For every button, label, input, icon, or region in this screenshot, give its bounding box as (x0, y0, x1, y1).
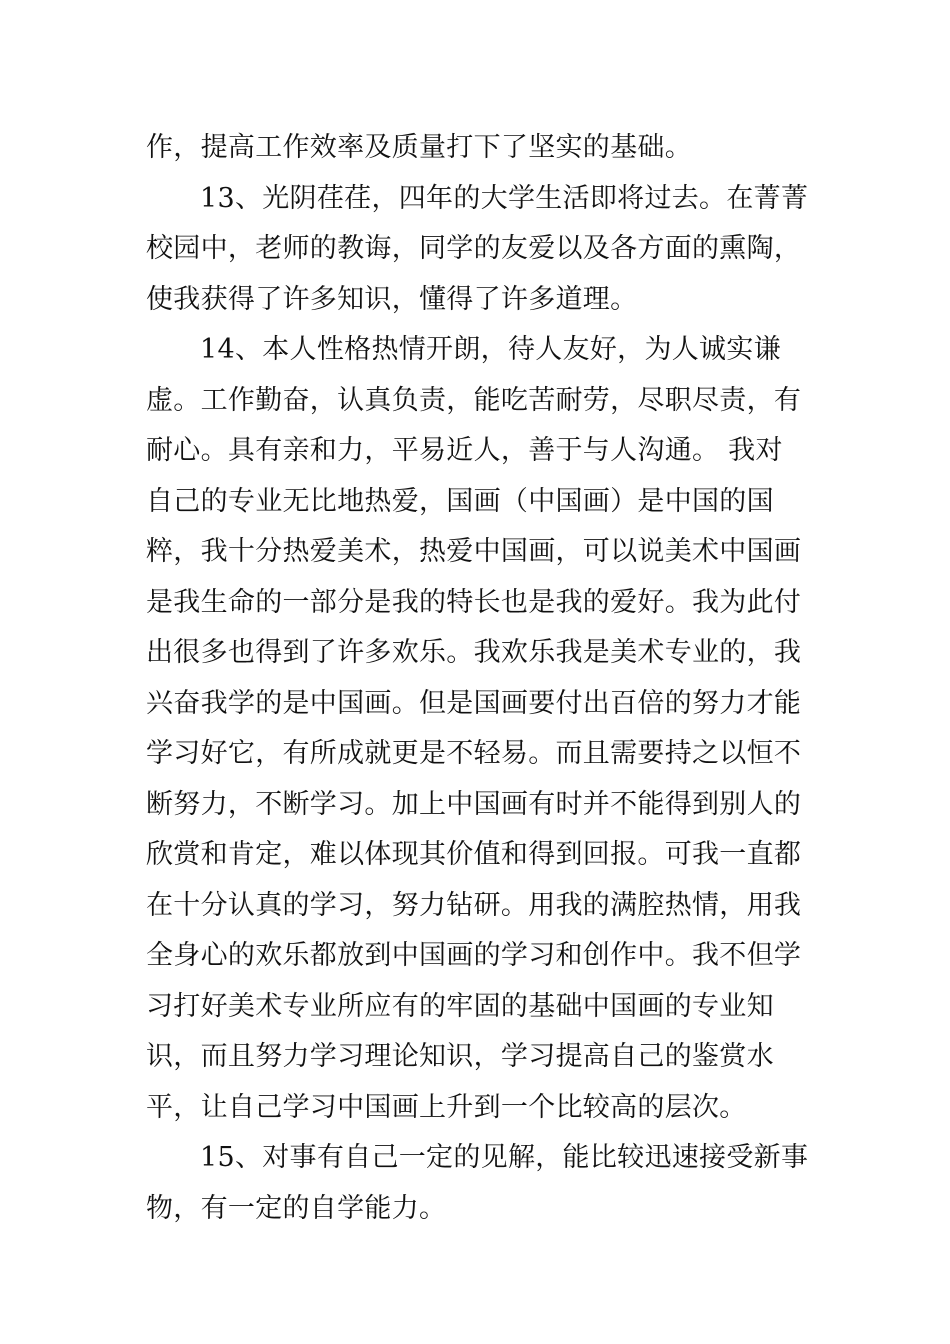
paragraph-item-14: 14、本人性格热情开朗，待人友好，为人诚实谦虚。工作勤奋，认真负责，能吃苦耐劳，尽职尽责，有耐心。具有亲和力，平易近人，善于与人沟通。 我对自己的专业无比地热爱，国画（中国画）是中国的国粹，我十分热爱美术，热爱中国画，可以说美术中国画是我生命的一部分是我的特长也是我的爱好。我为此付出很多也得到了许多欢乐。我欢乐我是美术专业的，我兴奋我学的是中国画。但是国画要付出百倍的努力才能学习好它，有所成就更是不轻易。而且需要持之以恒不断努力，不断学习。加上中国画有时并不能得到别人的欣赏和肯定，难以体现其价值和得到回报。可我一直都在十分认真的学习，努力钻研。用我的满腔热情，用我全身心的欢乐都放到中国画的学习和创作中。我不但学习打好美术专业所应有的牢固的基础中国画的专业知识，而且努力学习理论知识，学习提高自己的鉴赏水平，让自己学习中国画上升到一个比较高的层次。 (146, 334, 802, 1123)
paragraph-continuation: 作，提高工作效率及质量打下了坚实的基础。 (146, 132, 692, 163)
paragraph-item-13: 13、光阴荏荏，四年的大学生活即将过去。在菁菁校园中，老师的教诲，同学的友爱以及各方面的熏陶，使我获得了许多知识，懂得了许多道理。 (146, 182, 809, 315)
document-body (146, 123, 810, 1234)
paragraph-item-15: 15、对事有自己一定的见解，能比较迅速接受新事物，有一定的自学能力。 (146, 1142, 809, 1224)
